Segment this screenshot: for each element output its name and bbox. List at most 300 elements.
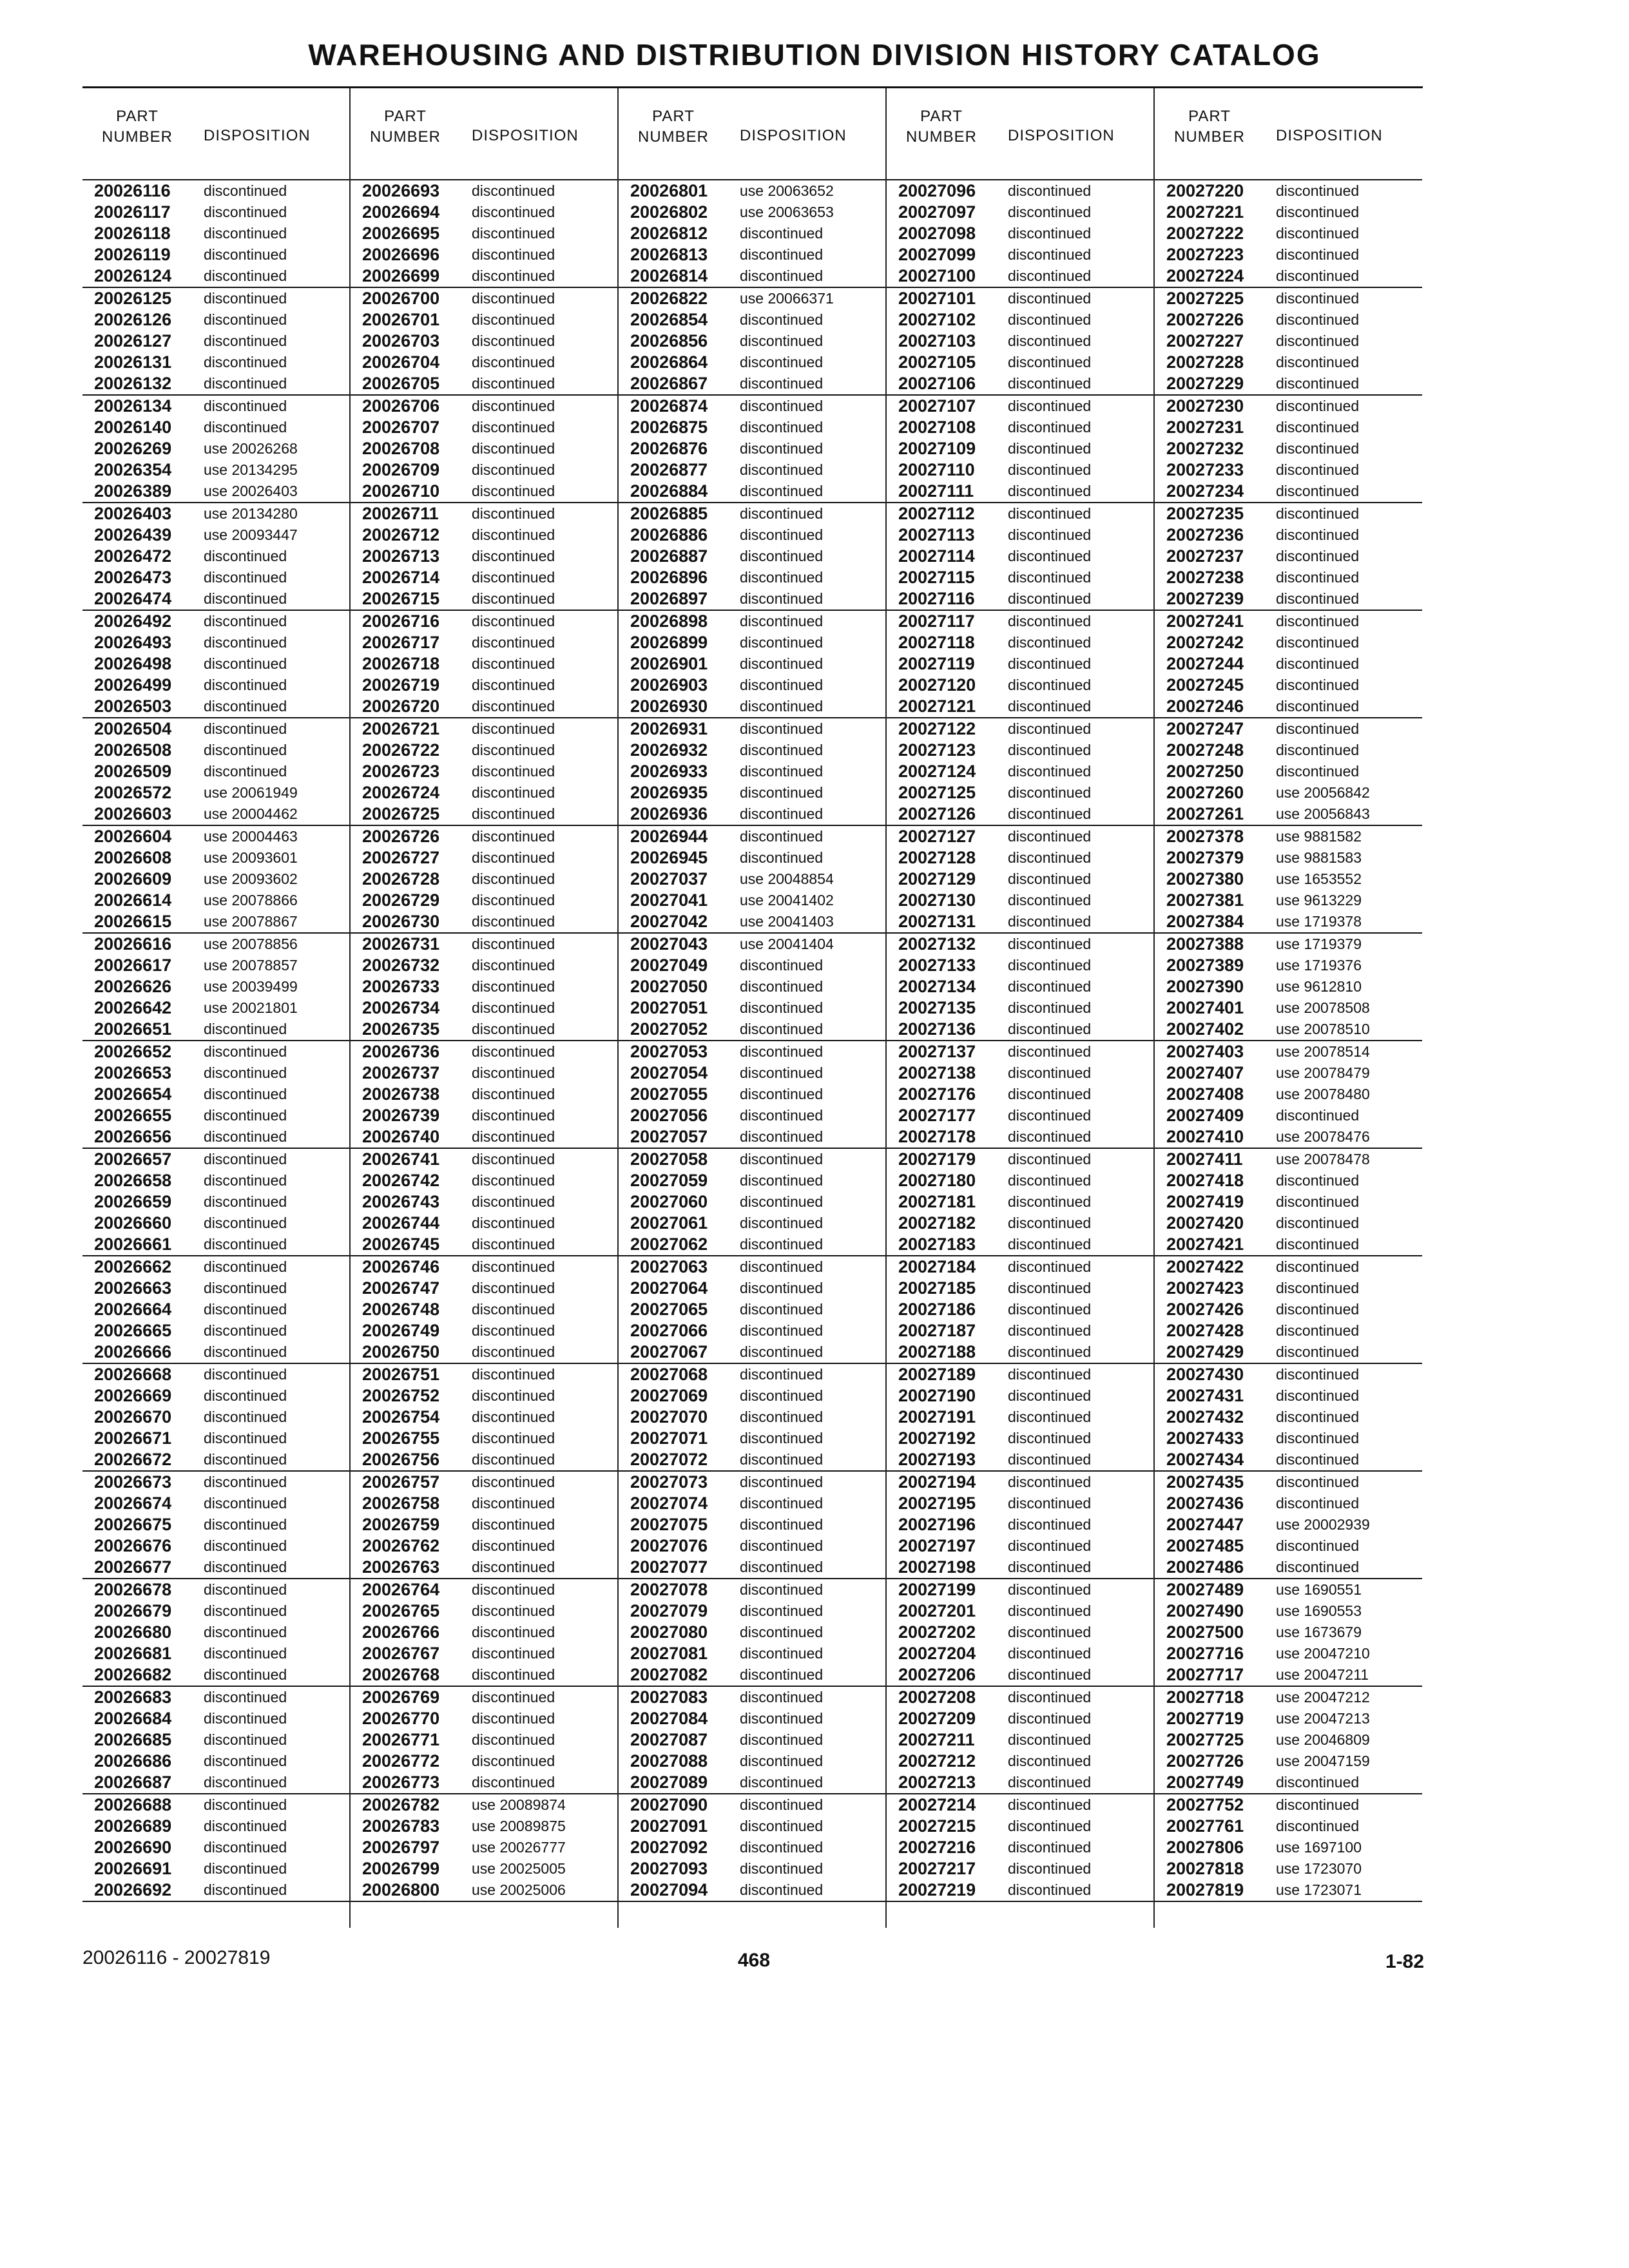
disposition: discontinued (472, 1086, 555, 1102)
table-row (1155, 202, 1422, 223)
part-number: 20026720 (362, 697, 440, 716)
part-number: 20026734 (362, 998, 440, 1017)
part-number: 20027176 (898, 1084, 976, 1104)
part-number: 20026665 (94, 1321, 172, 1340)
disposition: discontinued (472, 1451, 555, 1468)
part-number: 20027192 (898, 1428, 976, 1448)
part-number: 20027181 (898, 1192, 976, 1211)
part-number: 20026689 (94, 1816, 172, 1836)
part-number: 20026877 (630, 460, 708, 479)
table-row (82, 1041, 350, 1062)
disposition: discontinued (472, 1666, 555, 1683)
disposition: discontinued (1276, 398, 1360, 414)
table-row (887, 459, 1154, 481)
part-number: 20027500 (1166, 1622, 1244, 1642)
part-number: 20026694 (362, 202, 440, 222)
part-number: 20027409 (1166, 1106, 1244, 1125)
table-row (887, 244, 1154, 265)
part-number: 20026693 (362, 181, 440, 200)
disposition: use 20078510 (1276, 1021, 1370, 1037)
part-number: 20027124 (898, 762, 976, 781)
table-row (82, 826, 350, 847)
part-number: 20027429 (1166, 1342, 1244, 1361)
disposition: use 9881582 (1276, 828, 1362, 845)
disposition: discontinued (1276, 1236, 1360, 1253)
disposition: discontinued (740, 590, 824, 607)
part-number: 20026769 (362, 1687, 440, 1707)
disposition: discontinued (472, 784, 555, 801)
disposition: discontinued (1276, 1387, 1360, 1404)
disposition: discontinued (1276, 548, 1360, 564)
disposition: discontinued (1276, 1537, 1360, 1554)
table-row (1155, 265, 1422, 288)
table-row (887, 911, 1154, 934)
disposition: discontinued (1008, 1559, 1092, 1575)
disposition: discontinued (1008, 1516, 1092, 1533)
table-row (82, 632, 350, 653)
disposition: discontinued (740, 1710, 824, 1727)
disposition: discontinued (204, 1710, 287, 1727)
disposition: use 20039499 (204, 978, 298, 995)
part-number-heading (893, 106, 990, 148)
table-row (351, 1364, 618, 1385)
table-row (887, 567, 1154, 588)
table-row (82, 1170, 350, 1191)
disposition: use 20047159 (1276, 1753, 1370, 1769)
table-row (82, 675, 350, 696)
table-row (351, 223, 618, 244)
disposition: discontinued (1276, 483, 1360, 499)
disposition: discontinued (740, 440, 824, 457)
table-row (351, 265, 618, 288)
page-title: WAREHOUSING AND DISTRIBUTION DIVISION HISTORY CATALOG (308, 38, 1321, 72)
part-number: 20026664 (94, 1300, 172, 1319)
part-number: 20026739 (362, 1106, 440, 1125)
table-row (1155, 869, 1422, 890)
part-number: 20026799 (362, 1859, 440, 1878)
part-number: 20027116 (898, 589, 975, 608)
table-row (82, 1213, 350, 1234)
table-row (82, 223, 350, 244)
disposition: discontinued (472, 1645, 555, 1662)
disposition: discontinued (204, 398, 287, 414)
disposition: use 1719376 (1276, 957, 1362, 974)
part-number: 20027403 (1166, 1042, 1244, 1061)
disposition: discontinued (1008, 870, 1092, 887)
disposition: discontinued (472, 332, 555, 349)
disposition: discontinued (472, 1107, 555, 1124)
disposition: discontinued (1008, 742, 1092, 758)
part-number: 20027103 (898, 331, 976, 351)
table-row (351, 1794, 618, 1816)
disposition: discontinued (1008, 613, 1092, 629)
table-row (82, 588, 350, 611)
disposition: discontinued (472, 1215, 555, 1231)
disposition: use 1723071 (1276, 1881, 1362, 1898)
part-number: 20027238 (1166, 568, 1244, 587)
disposition: discontinued (472, 1731, 555, 1748)
table-row (619, 632, 886, 653)
table-row (1155, 675, 1422, 696)
part-number: 20027105 (898, 352, 976, 372)
part-number: 20027091 (630, 1816, 708, 1836)
table-row (887, 675, 1154, 696)
part-number: 20027250 (1166, 762, 1244, 781)
disposition: discontinued (472, 1408, 555, 1425)
part-number: 20026812 (630, 224, 708, 243)
part-number: 20027719 (1166, 1709, 1244, 1728)
disposition: discontinued (1276, 763, 1360, 780)
part-number: 20027117 (898, 611, 975, 631)
part-number: 20026127 (94, 331, 172, 351)
part-number: 20027423 (1166, 1278, 1244, 1298)
part-number: 20027718 (1166, 1687, 1244, 1707)
table-row (82, 761, 350, 782)
part-number: 20027236 (1166, 525, 1244, 544)
disposition: discontinued (1008, 957, 1092, 974)
disposition: use 20041403 (740, 913, 834, 930)
disposition: discontinued (740, 978, 824, 995)
part-heading-line2: NUMBER (369, 128, 441, 146)
disposition: discontinued (740, 1839, 824, 1856)
table-row (82, 1879, 350, 1902)
disposition: discontinued (1008, 590, 1092, 607)
disposition: discontinued (1008, 892, 1092, 908)
disposition: discontinued (1276, 742, 1360, 758)
disposition: discontinued (472, 1301, 555, 1318)
part-number: 20026757 (362, 1472, 440, 1492)
disposition: use 20047210 (1276, 1645, 1370, 1662)
disposition: use 20047211 (1276, 1666, 1369, 1683)
table-row (887, 309, 1154, 331)
disposition: discontinued (1276, 290, 1360, 307)
disposition: discontinued (204, 204, 287, 220)
disposition: discontinued (1276, 590, 1360, 607)
disposition: discontinued (1276, 1258, 1360, 1275)
disposition: discontinued (1008, 204, 1092, 220)
part-number: 20026944 (630, 827, 708, 846)
disposition: discontinued (740, 1731, 824, 1748)
part-number: 20026874 (630, 396, 708, 416)
part-number: 20027195 (898, 1494, 976, 1513)
part-number: 20026719 (362, 675, 440, 695)
disposition: use 1653552 (1276, 870, 1362, 887)
table-row (1155, 417, 1422, 438)
part-number: 20027067 (630, 1342, 708, 1361)
part-number: 20026701 (362, 310, 440, 329)
table-row (1155, 1687, 1422, 1708)
part-number: 20026498 (94, 654, 172, 673)
part-number: 20027042 (630, 912, 708, 931)
disposition: discontinued (472, 483, 555, 499)
disposition: discontinued (472, 655, 555, 672)
table-row (619, 1170, 886, 1191)
part-number: 20027115 (898, 568, 975, 587)
table-row (351, 611, 618, 632)
disposition: discontinued (472, 1430, 555, 1446)
disposition: discontinued (204, 1537, 287, 1554)
part-number: 20026876 (630, 439, 708, 458)
disposition: discontinued (472, 526, 555, 543)
disposition: discontinued (1276, 1322, 1360, 1339)
table-row (887, 632, 1154, 653)
disposition: discontinued (740, 1107, 824, 1124)
part-number: 20027196 (898, 1515, 976, 1534)
part-number: 20027099 (898, 245, 976, 264)
part-number: 20027197 (898, 1536, 976, 1555)
part-number: 20026715 (362, 589, 440, 608)
part-number: 20027717 (1166, 1665, 1244, 1684)
disposition: discontinued (1276, 1280, 1360, 1296)
part-number: 20026726 (362, 827, 440, 846)
table-row (887, 223, 1154, 244)
part-number: 20027188 (898, 1342, 976, 1361)
disposition: discontinued (1276, 1451, 1360, 1468)
part-number: 20026743 (362, 1192, 440, 1211)
part-number: 20027087 (630, 1730, 708, 1749)
part-number: 20026499 (94, 675, 172, 695)
table-row (887, 503, 1154, 524)
table-row (619, 1664, 886, 1687)
table-row (351, 481, 618, 503)
table-row (887, 1708, 1154, 1729)
disposition: discontinued (1276, 1172, 1360, 1189)
disposition: discontinued (204, 1021, 287, 1037)
disposition: discontinued (204, 1193, 287, 1210)
table-row (82, 481, 350, 503)
disposition: use 20078480 (1276, 1086, 1370, 1102)
part-number: 20026758 (362, 1494, 440, 1513)
disposition: discontinued (740, 1128, 824, 1145)
table-row (887, 1364, 1154, 1385)
part-number: 20027725 (1166, 1730, 1244, 1749)
table-row (887, 1299, 1154, 1320)
disposition: discontinued (472, 978, 555, 995)
part-number: 20026710 (362, 481, 440, 501)
part-number: 20027180 (898, 1171, 976, 1190)
table-row (619, 288, 886, 309)
part-number: 20027246 (1166, 697, 1244, 716)
table-row (887, 934, 1154, 955)
part-number: 20027062 (630, 1235, 708, 1254)
part-number: 20027052 (630, 1019, 708, 1039)
table-row (619, 567, 886, 588)
table-row (887, 1256, 1154, 1278)
part-number: 20027074 (630, 1494, 708, 1513)
table-row (351, 740, 618, 761)
disposition: discontinued (1008, 1881, 1092, 1898)
disposition: discontinued (472, 913, 555, 930)
table-row (351, 653, 618, 675)
part-number: 20026677 (94, 1557, 172, 1577)
disposition: discontinued (204, 1796, 287, 1813)
part-number: 20026945 (630, 848, 708, 867)
part-number: 20027247 (1166, 719, 1244, 738)
table-row (619, 503, 886, 524)
disposition: discontinued (1008, 483, 1092, 499)
disposition: discontinued (1008, 1796, 1092, 1813)
part-number: 20027072 (630, 1450, 708, 1469)
table-row (1155, 1428, 1422, 1449)
table-row (82, 1622, 350, 1643)
table-row (1155, 1708, 1422, 1729)
part-number: 20026856 (630, 331, 708, 351)
table-row (619, 1794, 886, 1816)
table-row (351, 911, 618, 934)
table-row (351, 1664, 618, 1687)
disposition: use 1697100 (1276, 1839, 1362, 1856)
table-row (619, 244, 886, 265)
disposition: discontinued (1008, 720, 1092, 737)
part-number: 20027129 (898, 869, 976, 889)
table-row (351, 438, 618, 459)
disposition: discontinued (1276, 267, 1360, 284)
disposition: discontinued (472, 1322, 555, 1339)
table-row (1155, 1535, 1422, 1557)
part-number: 20027059 (630, 1171, 708, 1190)
part-number: 20026745 (362, 1235, 440, 1254)
disposition: discontinued (740, 332, 824, 349)
table-row (82, 1191, 350, 1213)
disposition: discontinued (472, 1128, 555, 1145)
part-number: 20027231 (1166, 418, 1244, 437)
part-number: 20027201 (898, 1601, 976, 1620)
part-number: 20026931 (630, 719, 708, 738)
disposition: discontinued (472, 204, 555, 220)
part-number: 20026572 (94, 783, 172, 802)
table-row (351, 1708, 618, 1729)
disposition: discontinued (472, 569, 555, 586)
catalog-table (82, 88, 1423, 1928)
table-row (82, 1794, 350, 1816)
disposition: discontinued (1276, 1193, 1360, 1210)
table-row (1155, 1600, 1422, 1622)
table-row (619, 1213, 886, 1234)
table-row (619, 1879, 886, 1902)
table-row (619, 180, 886, 202)
part-number: 20026764 (362, 1580, 440, 1599)
part-number: 20027381 (1166, 890, 1244, 910)
table-row (1155, 718, 1422, 740)
part-number: 20027239 (1166, 589, 1244, 608)
part-number: 20027089 (630, 1773, 708, 1792)
disposition: use 20063652 (740, 182, 834, 199)
part-number: 20027136 (898, 1019, 976, 1039)
part-number: 20026706 (362, 396, 440, 416)
table-row (1155, 1472, 1422, 1493)
part-number: 20027486 (1166, 1557, 1244, 1577)
table-row (619, 588, 886, 611)
part-number: 20026686 (94, 1751, 172, 1771)
part-number: 20027214 (898, 1795, 976, 1814)
table-row (351, 417, 618, 438)
part-number: 20027073 (630, 1472, 708, 1492)
table-row (887, 1084, 1154, 1105)
part-number: 20026742 (362, 1171, 440, 1190)
column-header (351, 88, 618, 178)
table-row (82, 1385, 350, 1407)
part-number: 20026898 (630, 611, 708, 631)
table-row (82, 890, 350, 911)
disposition-heading: DISPOSITION (740, 127, 847, 144)
part-number: 20026682 (94, 1665, 172, 1684)
part-number: 20026493 (94, 633, 172, 652)
disposition: discontinued (204, 1366, 287, 1383)
table-row (619, 675, 886, 696)
table-row (619, 653, 886, 675)
table-row (1155, 1149, 1422, 1170)
disposition: discontinued (1008, 805, 1092, 822)
page-number: 468 (737, 1950, 771, 1971)
disposition: discontinued (740, 677, 824, 693)
disposition: discontinued (1008, 311, 1092, 328)
disposition: discontinued (1008, 332, 1092, 349)
part-number: 20026722 (362, 740, 440, 760)
disposition: discontinued (472, 763, 555, 780)
part-number: 20027235 (1166, 504, 1244, 523)
part-number: 20026736 (362, 1042, 440, 1061)
part-number: 20027234 (1166, 481, 1244, 501)
table-row (82, 1407, 350, 1428)
disposition: discontinued (472, 267, 555, 284)
disposition: discontinued (204, 1774, 287, 1791)
table-row (887, 1794, 1154, 1816)
disposition: discontinued (204, 1818, 287, 1834)
part-number: 20026692 (94, 1880, 172, 1899)
table-row (619, 955, 886, 976)
table-row (351, 1105, 618, 1126)
part-number: 20026936 (630, 804, 708, 823)
part-number: 20026773 (362, 1773, 440, 1792)
part-number: 20027137 (898, 1042, 976, 1061)
disposition: discontinued (1276, 461, 1360, 478)
disposition: discontinued (740, 1193, 824, 1210)
catalog-column-5 (1155, 88, 1422, 1928)
table-row (1155, 524, 1422, 546)
disposition: discontinued (740, 526, 824, 543)
part-number: 20027053 (630, 1042, 708, 1061)
disposition: use 20078476 (1276, 1128, 1370, 1145)
part-number: 20026691 (94, 1859, 172, 1878)
table-row (887, 1622, 1154, 1643)
part-number: 20026727 (362, 848, 440, 867)
table-row (82, 1708, 350, 1729)
disposition: discontinued (472, 936, 555, 952)
disposition: discontinued (472, 1710, 555, 1727)
disposition: discontinued (1008, 1128, 1092, 1145)
part-number: 20027435 (1166, 1472, 1244, 1492)
table-row (887, 847, 1154, 869)
row-list (82, 180, 350, 1902)
part-number: 20027428 (1166, 1321, 1244, 1340)
table-row (351, 244, 618, 265)
disposition: discontinued (204, 1624, 287, 1640)
disposition: use 1690551 (1276, 1581, 1362, 1598)
part-number: 20027049 (630, 956, 708, 975)
part-number: 20026800 (362, 1880, 440, 1899)
table-row (619, 1320, 886, 1341)
disposition: use 1673679 (1276, 1624, 1362, 1640)
disposition: discontinued (472, 849, 555, 866)
disposition: discontinued (1276, 569, 1360, 586)
disposition: discontinued (1008, 1107, 1092, 1124)
part-number: 20027379 (1166, 848, 1244, 867)
disposition: discontinued (472, 1064, 555, 1081)
part-number: 20027182 (898, 1213, 976, 1233)
part-number: 20027222 (1166, 224, 1244, 243)
part-number: 20026403 (94, 504, 172, 523)
table-row (619, 869, 886, 890)
